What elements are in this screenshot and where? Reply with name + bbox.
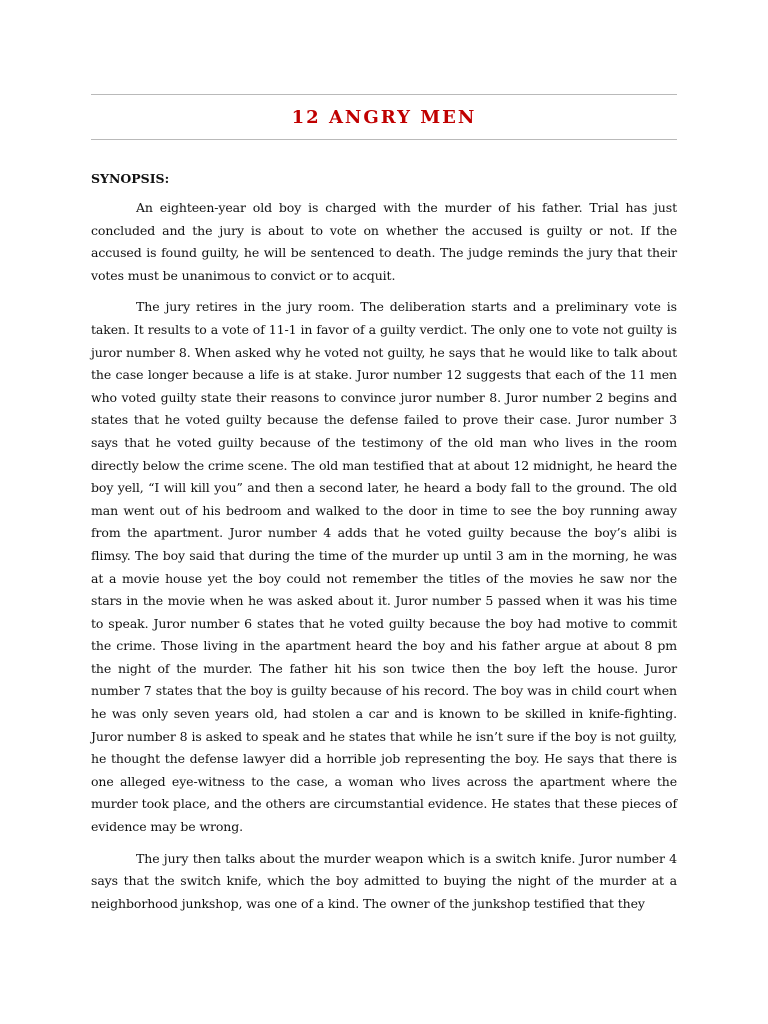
paragraph: The jury retires in the jury room. The deliberation starts and a preliminary vote is taken. It results to a vote of 11-1 in favor of a guilty verdict. The only one to vote not guilty is juror number 8. When asked why he voted not guilty, he says that he would like to talk about the case longer because a life is at stake. Juror number 12 suggests that each of the 11 men who voted guilty state their reasons to convince juror number 8. Juror number 2 begins and states that he voted guilty because the defense failed to prove their case. Juror number 3 says that he voted guilty because of the testimony of the old man who lives in the room directly below the crime scene. The old man testified that at about 12 midnight, he heard the boy yell, “I will kill you” and then a second later, he heard a body fall to the ground. The old man went out of his bedroom and walked to the door in time to see the boy running away from the apartment. Juror number 4 adds that he voted guilty because the boy’s alibi is flimsy. The boy said that during the time of the murder up until 3 am in the morning, he was at a movie house yet the boy could not remember the titles of the movies he saw nor the stars in the movie when he was asked about it. Juror number 5 passed when it was his time to speak. Juror number 6 states that he voted guilty because the boy had motive to commit the crime. Those living in the apartment heard the boy and his father argue at about 8 pm the night of the murder. The father hit his son twice then the boy left the house. Juror number 7 states that the boy is guilty because of his record. The boy was in child court when he was only seven years old, had stolen a car and is known to be skilled in knife-fighting. Juror number 8 is asked to speak and he states that while he isn’t sure if the boy is not guilty, he thought the defense lawyer did a horrible job representing the boy. He says that there is one alleged eye-witness to the case, a woman who lives across the apartment where the murder took place, and the others are circumstantial evidence. He states that these pieces of evidence may be wrong.	[91, 299, 677, 835]
document-title: 12 ANGRY MEN	[291, 107, 477, 128]
document-page	[91, 0, 677, 924]
paragraph: The jury then talks about the murder weapon which is a switch knife. Juror number 4 says that the switch knife, which the boy admitted to buying the night of the murder at a neighborhood junkshop, was one of a kind. The owner of the junkshop testified that they	[91, 850, 677, 911]
title-divider	[91, 139, 677, 140]
paragraph: An eighteen-year old boy is charged with the murder of his father. Trial has just concluded and the jury is about to vote on whether the accused is guilty or not. If the accused is found guilty, he will be sentenced to death. The judge reminds the jury that their votes must be unanimous to convict or to acquit.	[91, 200, 677, 283]
synopsis-heading: SYNOPSIS:	[91, 171, 170, 186]
